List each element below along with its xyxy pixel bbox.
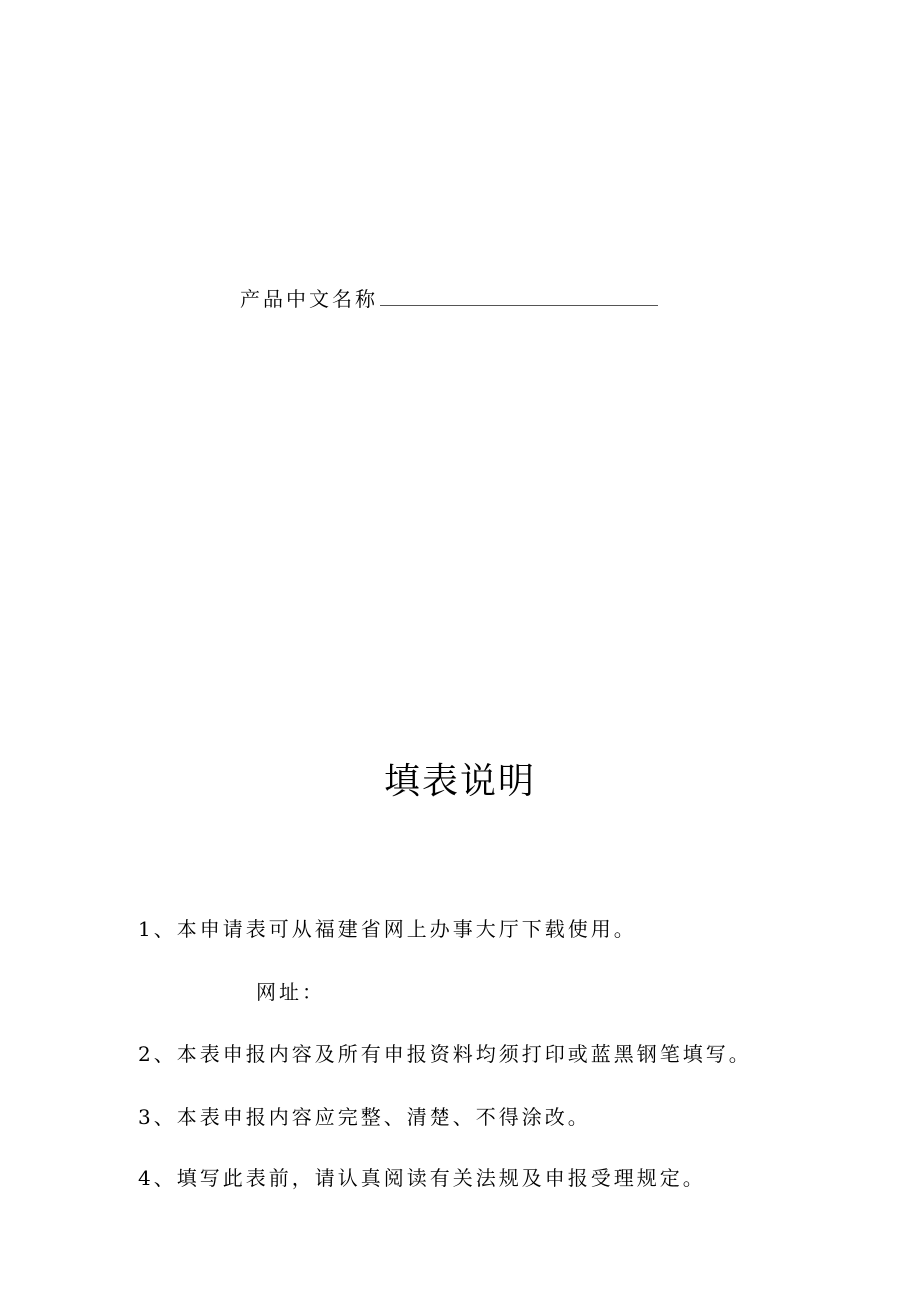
instructions-title: 填表说明 <box>383 761 536 802</box>
instruction-item-2: 2、本表申报内容及所有申报资料均须打印或蓝黑钢笔填写。 <box>138 1042 752 1066</box>
product-name-label: 产品中文名称 <box>240 287 378 311</box>
instruction-item-3: 3、本表申报内容应完整、清楚、不得涂改。 <box>138 1105 591 1129</box>
product-name-blank-line <box>380 285 658 306</box>
product-name-field <box>240 282 658 312</box>
instruction-url-label: 网址： <box>256 980 325 1004</box>
instruction-item-1: 1、本申请表可从福建省网上办事大厅下载使用。 <box>138 917 637 941</box>
instruction-item-4: 4、填写此表前，请认真阅读有关法规及申报受理规定。 <box>138 1166 706 1190</box>
